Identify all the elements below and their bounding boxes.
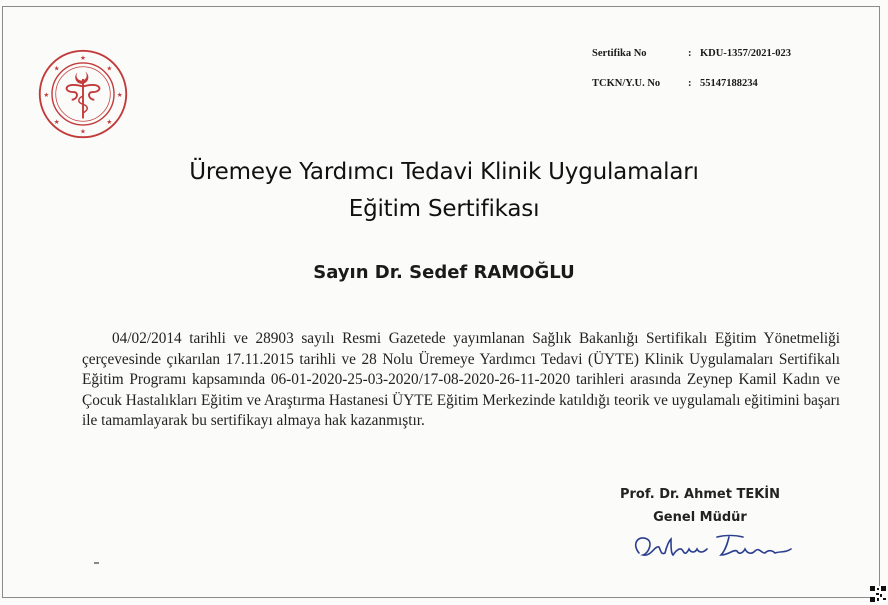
ministry-of-health-seal-icon: [36, 47, 130, 141]
signer-role: Genel Müdür: [653, 510, 747, 525]
certificate-number-row: [592, 48, 791, 78]
svg-text:★: ★: [106, 64, 113, 73]
svg-text:★: ★: [116, 90, 123, 99]
certificate-meta: [592, 48, 791, 108]
margin-mark: [94, 562, 99, 564]
certificate-title-line1: Üremeye Yardımcı Tedavi Klinik Uygulamaları: [189, 159, 699, 185]
svg-text:★: ★: [53, 118, 60, 127]
recipient-name: Sayın Dr. Sedef RAMOĞLU: [313, 262, 575, 283]
certificate-number-value: KDU-1357/2021-023: [700, 48, 791, 59]
svg-text:★: ★: [80, 127, 86, 136]
svg-text:★: ★: [80, 54, 86, 63]
qr-code-icon: [870, 586, 886, 602]
tckn-colon: :: [688, 78, 692, 89]
svg-text:★: ★: [43, 90, 50, 99]
certificate-body-text: 04/02/2014 tarihli ve 28903 sayılı Resmi Gazetede yayımlanan Sağlık Bakanlığı Sertifikalı Eğitim Yönetmeliği çerçevesinde çıkarılan 17.11.2015 tarihli ve 28 Nolu Üremeye Yardımcı Tedavi (ÜYTE) Klinik Uygulamaları Sertifikalı Eğitim Programı kapsamında 06-01-2020-25-03-2020/17-08-2020-26-11-2020 tarihleri arasında Zeynep Kamil Kadın ve Çocuk Hastalıkları Eğitim ve Araştırma Hastanesi ÜYTE Eğitim Merkezinde katıldığı teorik ve uygulamalı eğitimini başarı ile tamamlayarak bu sertifikayı almaya hak kazanmıştır.: [82, 330, 840, 430]
certificate-number-label: Sertifika No: [592, 48, 647, 59]
certificate-title-line2: Eğitim Sertifikası: [348, 196, 540, 222]
tckn-row: [592, 78, 791, 108]
handwritten-signature-icon: [625, 527, 800, 567]
signer-name: Prof. Dr. Ahmet TEKİN: [619, 487, 781, 502]
certificate-number-colon: :: [688, 48, 692, 59]
svg-text:★: ★: [106, 118, 113, 127]
tckn-label: TCKN/Y.U. No: [592, 78, 661, 89]
svg-text:★: ★: [53, 64, 60, 73]
tckn-value: 55147188234: [700, 78, 758, 89]
